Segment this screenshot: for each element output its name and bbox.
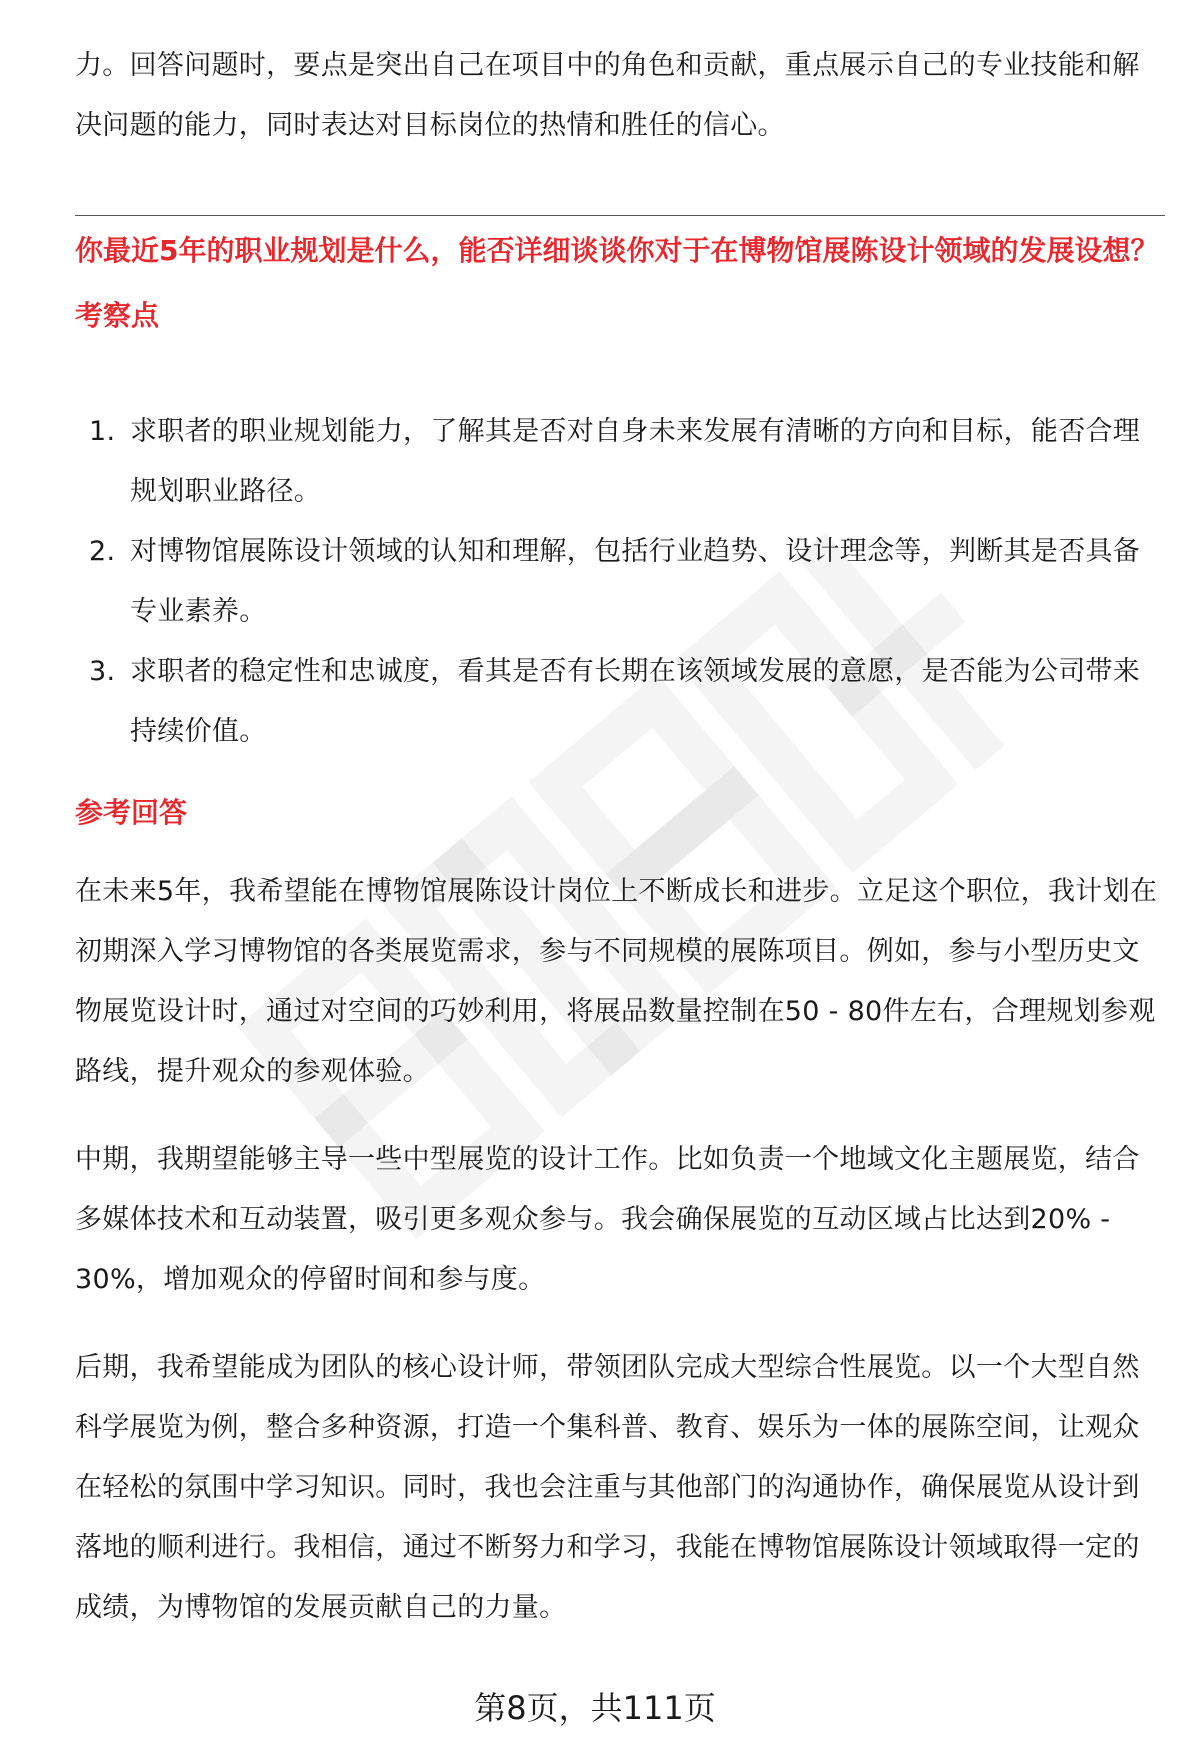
section-divider <box>75 215 1165 216</box>
answer-heading: 参考回答 <box>75 796 188 829</box>
interview-question: 你最近5年的职业规划是什么，能否详细谈谈你对于在博物馆展陈设计领域的发展设想？ <box>75 234 1159 267</box>
list-item-text: 求职者的职业规划能力，了解其是否对自身未来发展有清晰的方向和目标，能否合理规划职业路径。 <box>130 416 1141 507</box>
answer-paragraph-mid: 中期，我期望能够主导一些中型展览的设计工作。比如负责一个地域文化主题展览，结合多媒体技术和互动装置，吸引更多观众参与。我会确保展览的互动区域占比达到20% - 30%，增加观众的停留时间和参与度。 <box>75 1144 1140 1295</box>
list-item-text: 求职者的稳定性和忠诚度，看其是否有长期在该领域发展的意愿，是否能为公司带来持续价值。 <box>130 656 1141 747</box>
assessment-list <box>75 402 1165 762</box>
list-item-number: 3. <box>89 656 116 687</box>
answer-paragraph-early: 在未来5年，我希望能在博物馆展陈设计岗位上不断成长和进步。立足这个职位，我计划在初期深入学习博物馆的各类展览需求，参与不同规模的展陈项目。例如，参与小型历史文物展览设计时，通过对空间的巧妙利用，将展品数量控制在50 - 80件左右，合理规划参观路线，提升观众的参观体验。 <box>75 876 1158 1087</box>
list-item-number: 1. <box>89 416 116 447</box>
list-item <box>75 522 1165 642</box>
list-item-number: 2. <box>89 536 116 567</box>
page-footer: 第8页，共111页 <box>474 1689 716 1727</box>
list-item-text: 对博物馆展陈设计领域的认知和理解，包括行业趋势、设计理念等，判断其是否具备专业素养。 <box>130 536 1141 627</box>
answer-paragraph-late: 后期，我希望能成为团队的核心设计师，带领团队完成大型综合性展览。以一个大型自然科学展览为例，整合多种资源，打造一个集科普、教育、娱乐为一体的展陈空间，让观众在轻松的氛围中学习知识。同时，我也会注重与其他部门的沟通协作，确保展览从设计到落地的顺利进行。我相信，通过不断努力和学习，我能在博物馆展陈设计领域取得一定的成绩，为博物馆的发展贡献自己的力量。 <box>75 1352 1140 1623</box>
list-item <box>75 402 1165 522</box>
intro-paragraph: 力。回答问题时，要点是突出自己在项目中的角色和贡献，重点展示自己的专业技能和解决问题的能力，同时表达对目标岗位的热情和胜任的信心。 <box>75 50 1140 141</box>
list-item <box>75 642 1165 762</box>
assessment-heading: 考察点 <box>75 299 160 332</box>
